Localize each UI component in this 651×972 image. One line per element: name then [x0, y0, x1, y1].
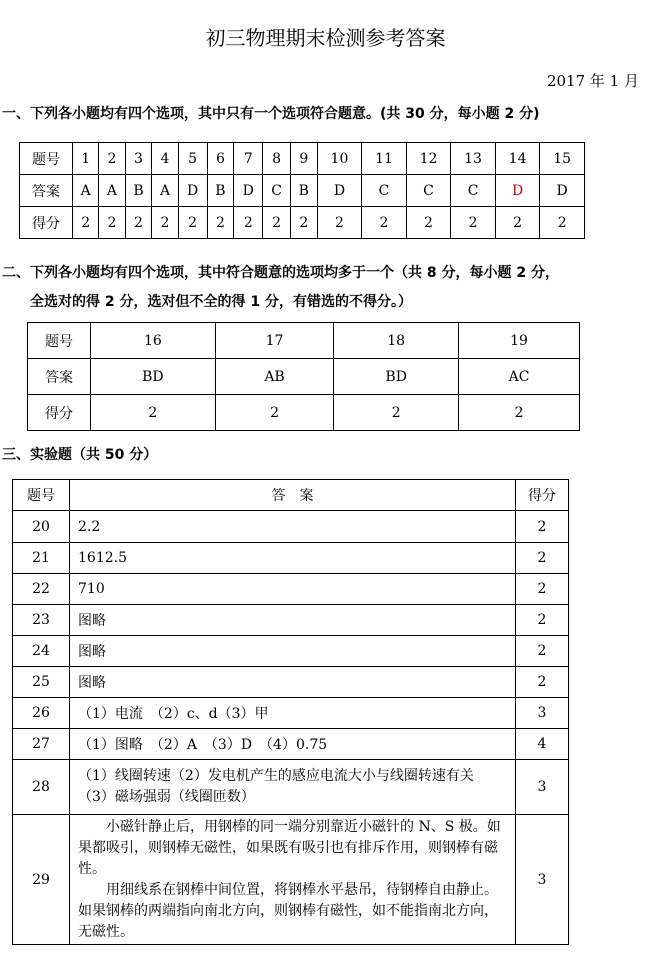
question-number: 6 [207, 143, 234, 175]
question-label: 题号 [20, 143, 73, 175]
question-number: 10 [317, 143, 362, 175]
section2-heading-line2: 全选对的得 2 分，选对但不全的得 1 分，有错选的不得分。） [30, 294, 412, 310]
question-number: 1 [73, 143, 99, 175]
score-cell: 2 [540, 207, 585, 239]
question-number: 11 [362, 143, 407, 175]
question-label: 题号 [13, 480, 70, 511]
score-cell: 2 [516, 636, 569, 667]
score-cell: 2 [495, 207, 540, 239]
score-cell: 2 [516, 511, 569, 543]
answer-cell: 图略 [70, 667, 516, 698]
score-cell: 2 [178, 207, 207, 239]
answer-cell: C [362, 175, 407, 207]
score-cell: 4 [516, 729, 569, 760]
answer-cell: B [207, 175, 234, 207]
answer-cell: 图略 [70, 605, 516, 636]
table-row [13, 667, 569, 698]
answer-cell: BD [334, 359, 459, 395]
score-cell: 2 [362, 207, 407, 239]
answer-cell [70, 815, 516, 945]
answer-cell: B [125, 175, 152, 207]
question-number: 26 [13, 698, 70, 729]
answer-cell: 710 [70, 574, 516, 605]
answer-label: 答案 [20, 175, 73, 207]
answer-cell: AC [459, 359, 580, 395]
question-number: 14 [495, 143, 540, 175]
score-label: 得分 [516, 480, 569, 511]
score-cell: 2 [516, 667, 569, 698]
score-cell: 2 [516, 574, 569, 605]
section2-answer-table [27, 322, 580, 431]
answer-cell: AB [215, 359, 334, 395]
score-cell: 2 [207, 207, 234, 239]
answer-cell: D [495, 175, 540, 207]
question-number: 5 [178, 143, 207, 175]
table-row [13, 574, 569, 605]
answer-cell: C [263, 175, 291, 207]
question-number: 2 [99, 143, 125, 175]
question-number: 21 [13, 543, 70, 574]
answer-cell: 2.2 [70, 511, 516, 543]
question-number: 8 [263, 143, 291, 175]
answer-cell: D [178, 175, 207, 207]
question-number: 16 [91, 323, 216, 359]
answer-label: 答案 [28, 359, 91, 395]
header-row [13, 480, 569, 511]
section2-heading-line1: 二、下列各小题均有四个选项，其中符合题意的选项均多于一个（共 8 分，每小题 2 分， [2, 265, 559, 281]
table-row [13, 815, 569, 945]
table-row [13, 636, 569, 667]
answer-cell: BD [91, 359, 216, 395]
answer-cell: B [290, 175, 317, 207]
question-number: 24 [13, 636, 70, 667]
answer-cell: A [73, 175, 99, 207]
answer-cell: C [451, 175, 496, 207]
answer-cell [70, 760, 516, 815]
question-label: 题号 [28, 323, 91, 359]
section1-answer-table [19, 142, 585, 239]
question-number: 22 [13, 574, 70, 605]
score-cell: 2 [125, 207, 152, 239]
question-number: 15 [540, 143, 585, 175]
score-row [20, 207, 585, 239]
question-row [20, 143, 585, 175]
section3-heading: 三、实验题（共 50 分） [2, 447, 158, 463]
question-number: 12 [406, 143, 451, 175]
score-cell: 2 [215, 395, 334, 431]
score-cell: 2 [234, 207, 263, 239]
table-row [13, 605, 569, 636]
answer-row [20, 175, 585, 207]
score-cell: 2 [451, 207, 496, 239]
page-title: 初三物理期末检测参考答案 [205, 26, 446, 50]
question-row [28, 323, 580, 359]
section3-answer-table [12, 479, 569, 945]
question-number: 20 [13, 511, 70, 543]
table-row [13, 511, 569, 543]
score-cell: 2 [516, 605, 569, 636]
question-number: 17 [215, 323, 334, 359]
score-cell: 2 [290, 207, 317, 239]
answer-cell: 图略 [70, 636, 516, 667]
score-cell: 2 [334, 395, 459, 431]
score-cell: 3 [516, 760, 569, 815]
answer-cell: A [152, 175, 178, 207]
score-cell: 2 [152, 207, 178, 239]
question-number: 19 [459, 323, 580, 359]
score-label: 得分 [20, 207, 73, 239]
answer-paragraph: 小磁针静止后，用钢棒的同一端分别靠近小磁针的 N、S 极。如果都吸引，则钢棒无磁性，如果既有吸引也有排斥作用，则钢棒有磁性。 [78, 818, 501, 877]
question-number: 3 [125, 143, 152, 175]
answer-cell: （1）电流 （2）c、d（3）甲 [70, 698, 516, 729]
score-cell: 3 [516, 815, 569, 945]
score-cell: 2 [263, 207, 291, 239]
question-number: 28 [13, 760, 70, 815]
answer-row [28, 359, 580, 395]
question-number: 18 [334, 323, 459, 359]
score-cell: 2 [317, 207, 362, 239]
answer-cell: （1）图略 （2）A （3）D （4）0.75 [70, 729, 516, 760]
question-number: 25 [13, 667, 70, 698]
score-cell: 2 [73, 207, 99, 239]
table-row [13, 698, 569, 729]
answer-cell: D [540, 175, 585, 207]
question-number: 23 [13, 605, 70, 636]
section1-heading: 一、下列各小题均有四个选项，其中只有一个选项符合题意。(共 30 分，每小题 2 分) [2, 106, 540, 122]
score-cell: 2 [516, 543, 569, 574]
question-number: 7 [234, 143, 263, 175]
question-number: 29 [13, 815, 70, 945]
question-number: 4 [152, 143, 178, 175]
score-cell: 2 [99, 207, 125, 239]
score-cell: 2 [406, 207, 451, 239]
score-label: 得分 [28, 395, 91, 431]
score-cell: 2 [91, 395, 216, 431]
question-number: 27 [13, 729, 70, 760]
table-row [13, 729, 569, 760]
answer-line: （3）磁场强弱（线圈匝数） [78, 789, 255, 805]
answer-cell: C [406, 175, 451, 207]
score-row [28, 395, 580, 431]
table-row [13, 760, 569, 815]
answer-label: 答 案 [70, 480, 516, 511]
answer-cell: 1612.5 [70, 543, 516, 574]
answer-cell: D [234, 175, 263, 207]
table-row [13, 543, 569, 574]
answer-line: （1）线圈转速（2）发电机产生的感应电流大小与线圈转速有关 [78, 768, 474, 784]
question-number: 9 [290, 143, 317, 175]
answer-paragraph: 用细线系在钢棒中间位置，将钢棒水平悬吊，待钢棒自由静止。如果钢棒的两端指向南北方向，则钢棒有磁性，如不能指南北方向，无磁性。 [78, 881, 498, 940]
answer-cell: D [317, 175, 362, 207]
score-cell: 2 [459, 395, 580, 431]
date-label: 2017 年 1 月 [546, 72, 639, 90]
score-cell: 3 [516, 698, 569, 729]
question-number: 13 [451, 143, 496, 175]
answer-cell: A [99, 175, 125, 207]
